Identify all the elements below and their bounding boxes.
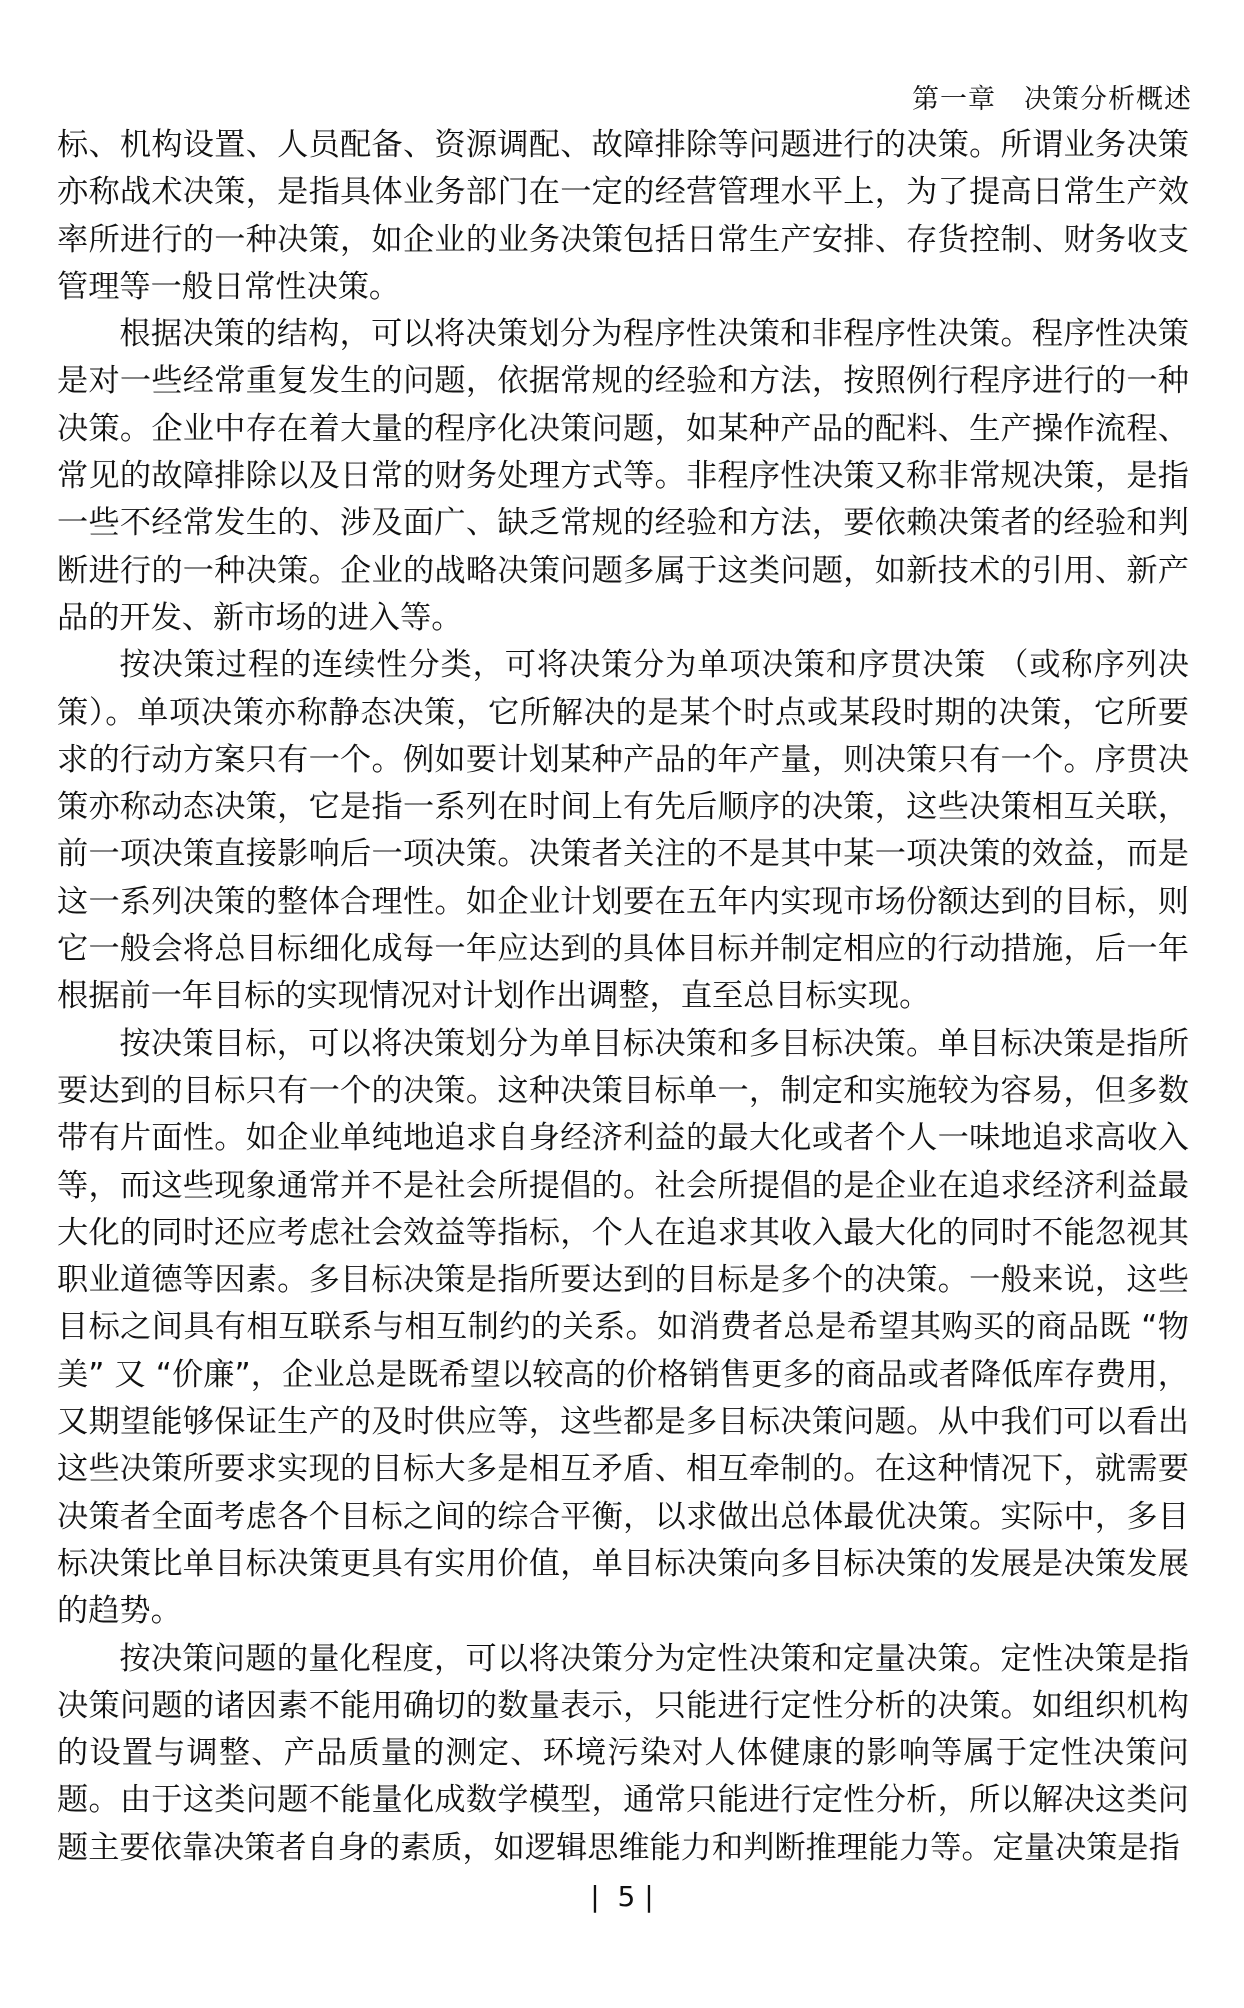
main-text <box>57 122 1189 1872</box>
paragraph-decision-continuity: 按决策过程的连续性分类，可将决策分为单项决策和序贯决策 （或称序列决策）。单项决策亦称静态决策，它所解决的是某个时点或某段时期的决策，它所要求的行动方案只有一个。例如要计划某种产品的年产量，则决策只有一个。序贯决策亦称动态决策，它是指一系列在时间上有先后顺序的决策，这些决策相互关联，前一项决策直接影响后一项决策。决策者关注的不是其中某一项决策的效益，而是这一系列决策的整体合理性。如企业计划要在五年内实现市场份额达到的目标，则它一般会将总目标细化成每一年应达到的具体目标并制定相应的行动措施，后一年根据前一年目标的实现情况对计划作出调整，直至总目标实现。 <box>57 647 1189 1015</box>
paragraph-decision-quantification: 按决策问题的量化程度，可以将决策分为定性决策和定量决策。定性决策是指决策问题的诸因素不能用确切的数量表示，只能进行定性分析的决策。如组织机构的设置与调整、产品质量的测定、环境污染对人体健康的影响等属于定性决策问题。由于这类问题不能量化成数学模型，通常只能进行定性分析，所以解决这类问题主要依靠决策者自身的素质，如逻辑思维能力和判断推理能力等。定量决策是指 <box>57 1640 1189 1866</box>
paragraph-decision-structure: 根据决策的结构，可以将决策划分为程序性决策和非程序性决策。程序性决策是对一些经常重复发生的问题，依据常规的经验和方法，按照例行程序进行的一种决策。企业中存在着大量的程序化决策问题，如某种产品的配料、生产操作流程、常见的故障排除以及日常的财务处理方式等。非程序性决策又称非常规决策，是指一些不经常发生的、涉及面广、缺乏常规的经验和方法，要依赖决策者的经验和判断进行的一种决策。企业的战略决策问题多属于这类问题，如新技术的引用、新产品的开发、新市场的进入等。 <box>57 316 1189 636</box>
paragraph-continued: 标、机构设置、人员配备、资源调配、故障排除等问题进行的决策。所谓业务决策亦称战术决策，是指具体业务部门在一定的经营管理水平上，为了提高日常生产效率所进行的一种决策，如企业的业务决策包括日常生产安排、存货控制、财务收支管理等一般日常性决策。 <box>57 127 1189 305</box>
running-header: 第一章 决策分析概述 <box>912 84 1192 115</box>
paragraph-decision-objectives: 按决策目标，可以将决策划分为单目标决策和多目标决策。单目标决策是指所要达到的目标只有一个的决策。这种决策目标单一，制定和实施较为容易，但多数带有片面性。如企业单纯地追求自身经济利益的最大化或者个人一味地追求高收入等，而这些现象通常并不是社会所提倡的。社会所提倡的是企业在追求经济利益最大化的同时还应考虑社会效益等指标，个人在追求其收入最大化的同时不能忽视其职业道德等因素。多目标决策是指所要达到的目标是多个的决策。一般来说，这些目标之间具有相互联系与相互制约的关系。如消费者总是希望其购买的商品既 “物美” 又 “价廉”，企业总是既希望以较高的价格销售更多的商品或者降低库存费用，又期望能够保证生产的及时供应等，这些都是多目标决策问题。从中我们可以看出这些决策所要求实现的目标大多是相互矛盾、相互牵制的。在这种情况下，就需要决策者全面考虑各个目标之间的综合平衡，以求做出总体最优决策。实际中，多目标决策比单目标决策更具有实用价值，单目标决策向多目标决策的发展是决策发展的趋势。 <box>57 1025 1189 1630</box>
page-number: | 5 | <box>590 1880 654 1913</box>
